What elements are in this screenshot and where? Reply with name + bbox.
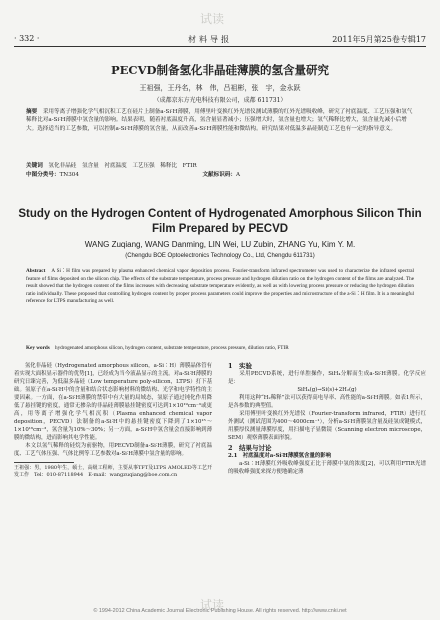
keywords-cn	[26, 162, 414, 170]
abstract-cn-text: 采用等离子增强化学气相沉积工艺在硅片上制备a-Si∶H薄膜，用傅里叶变换红外光谱仪测试薄膜的红外光谱吸收峰，研究了衬底温度、工艺压强和氢气稀释比对a-Si∶H薄膜中氢含量的影响。结果表明，随着衬底温度升高，氢含量显著减小；压强增大时，氢含量也增大；氢气稀释比增大，氢含量先减小后增大。选择适当的工艺参数，可以控制a-Si∶H薄膜的氢含量，从而改善a-Si∶H薄膜性能和微结构。研究结果对低温多晶硅制造工艺也有一定的指导意义。	[26, 109, 413, 132]
keywords-en-text: hydrogenated amorphous silicon, hydrogen content, substrate temperature, process pressure, dilution ratio, FTIR	[54, 345, 289, 351]
results-paragraph-1: a-Si∶H薄膜红外吸收峰强度正比于薄膜中氢的浓度[2]，可以利用FTIR光谱的吸收峰强度来探方便地确定薄	[228, 461, 426, 475]
watermark-top: 试读	[200, 12, 225, 26]
section-2-1-heading: 2.1 衬底温度对a-Si∶H薄膜氢含量的影响	[228, 453, 332, 459]
title-cn: PECVD制备氢化非晶硅薄膜的氢含量研究	[111, 63, 329, 77]
body-left-column	[14, 362, 212, 479]
experiment-paragraph-2: 利用这种“H₂稀释”法可以获得高电导率、高性能的a-Si∶H薄膜。如表1所示，是各参数的典型值。	[228, 395, 426, 409]
body-right-column	[228, 362, 426, 476]
journal-name: 材料导报	[188, 35, 232, 44]
footnote-rule	[14, 462, 74, 463]
doc-code-label: 文献标识码：	[202, 172, 237, 178]
experiment-paragraph-3: 采用傅里叶变换红外光谱仪（Fourier-transform infrared，FTIR）进行红外测试（测试范围为400～4000cm⁻¹），分析a-Si∶H薄膜氢含量及硅氢成键模式，用膜厚仪测量薄膜厚度，用扫描电子显微镜（Scanning electron microscope，SEM）观察薄膜表面形貌。	[228, 411, 426, 441]
abstract-en	[26, 268, 414, 306]
intro-paragraph-2: 本文以氢气稀释的硅烷为前驱物，用PECVD制备a-Si∶H薄膜，研究了衬底温度、工艺气体压强、气体比例等工艺参数对a-Si∶H薄膜中氢含量的影响。	[14, 443, 212, 457]
section-1-heading: 1 实验	[228, 362, 253, 370]
keywords-en-label: Key words	[26, 345, 50, 351]
doc-code: A	[236, 172, 241, 178]
keywords-cn-text: 氢化非晶硅 氢含量 衬底温度 工艺压强 稀释比 FTIR	[48, 163, 197, 169]
reaction-equation: SiH₄(g)→Si(s)+2H₂(g)	[297, 387, 357, 393]
abstract-cn-label: 摘要	[26, 109, 38, 115]
abstract-en-label: Abstract	[26, 268, 46, 274]
abstract-cn	[26, 108, 414, 133]
title-en: Study on the Hydrogen Content of Hydrogenated Amorphous Silicon Thin Film Prepared by PECVD	[18, 208, 422, 235]
issue-info: 2011年5月第25卷专辑17	[332, 35, 426, 44]
keywords-cn-label: 关键词	[26, 163, 43, 169]
authors-en: WANG Zuqiang, WANG Danming, LIN Wei, LU Zubin, ZHANG Yu, Kim Y. M.	[84, 240, 356, 249]
clc-label: 中图分类号：	[26, 172, 60, 178]
experiment-paragraph-1: 采用PECVD系统，进行单腔操作，SiH₄分解而生成a-Si∶H薄膜。化学反应是：	[228, 371, 426, 385]
affiliation-cn: （成都京东方光电科技有限公司，成都 611731）	[153, 97, 287, 104]
classification	[26, 171, 414, 179]
authors-cn: 王祖强，王丹名，林 伟，吕祖彬，张 宇，金永跃	[139, 84, 301, 92]
affiliation-en: (Chengdu BOE Optoelectronics Technology Co., Ltd, Chengdu 611731)	[125, 253, 315, 259]
author-footnote: 王祖强：男，1980年生，硕士，高级工程师，主要从事TFT及LTPS AMOLED等工艺开发工作 Tel：010-87118944 E-mail：wangzuqiang@boe.com.cn	[14, 465, 212, 478]
intro-paragraph-1: 氢化非晶硅（Hydrogenated amorphous silicon，a-Si∶H）薄膜晶体管有着实现大面积显示器件的优势[1]，已经成为当今液晶显示的主流。对a-Si∶H薄膜的研究日臻完善，为低温多晶硅（Low temperature poly-silicon，LTPS）打下基础。氢原子在a-Si∶H中的含量和结合状态影响材料的微结构、光学和电学特性的主要因素。一方面，在a-Si∶H薄膜的禁带中有大量的局域态，氢原子通过钝化作用降低了悬挂键的密度，通常无掺杂的非晶硅薄膜悬挂键密度可达到1×10¹⁹cm⁻³或更高，用等离子增强化学气相沉积（Plasma enhanced chemical vapor deposition，PECVD）法制备的a-Si∶H中的悬挂键密度下降到了1×10¹⁵～1×10¹⁶cm⁻³，氢含量为10%～30%；另一方面，a-Si∶H中氢含量会直接影响到薄膜的微结构，进而影响其电学性能。	[14, 363, 212, 441]
copyright-footer: © 1994-2012 China Academic Journal Electronic Publishing House. All rights reserved. http://www.cnki.net	[93, 608, 347, 614]
header-rule	[14, 46, 426, 47]
page-number: · 332 ·	[14, 34, 40, 43]
clc-code: TN304	[59, 172, 79, 178]
watermark-bottom: 试读	[200, 598, 225, 612]
section-2-heading: 2 结果与讨论	[228, 444, 272, 452]
keywords-en	[26, 345, 414, 353]
abstract-en-text: A Si∶H film was prepared by plasma enhanced chemical vapor deposition process. Fourier-transform infrared spectrometer was used to characterize the infrared spectral feature of films deposited on the silicon chip. The effects of the substrate temperature, process pressure and hydrogen dilution ratio on the hydrogen content of the films are analyzed. The result showed that the hydrogen content of the films increases with decreasing substrate temperature evidently, as well as with lowering process pressure or reducing the hydrogen dilution ratio individually. These proposed that controlling hydrogen content by proper process parameters could improve the properties and microstructure of the a-Si∶H film. It is a meaningful reference for LTPS manufacturing as well.	[26, 268, 414, 305]
